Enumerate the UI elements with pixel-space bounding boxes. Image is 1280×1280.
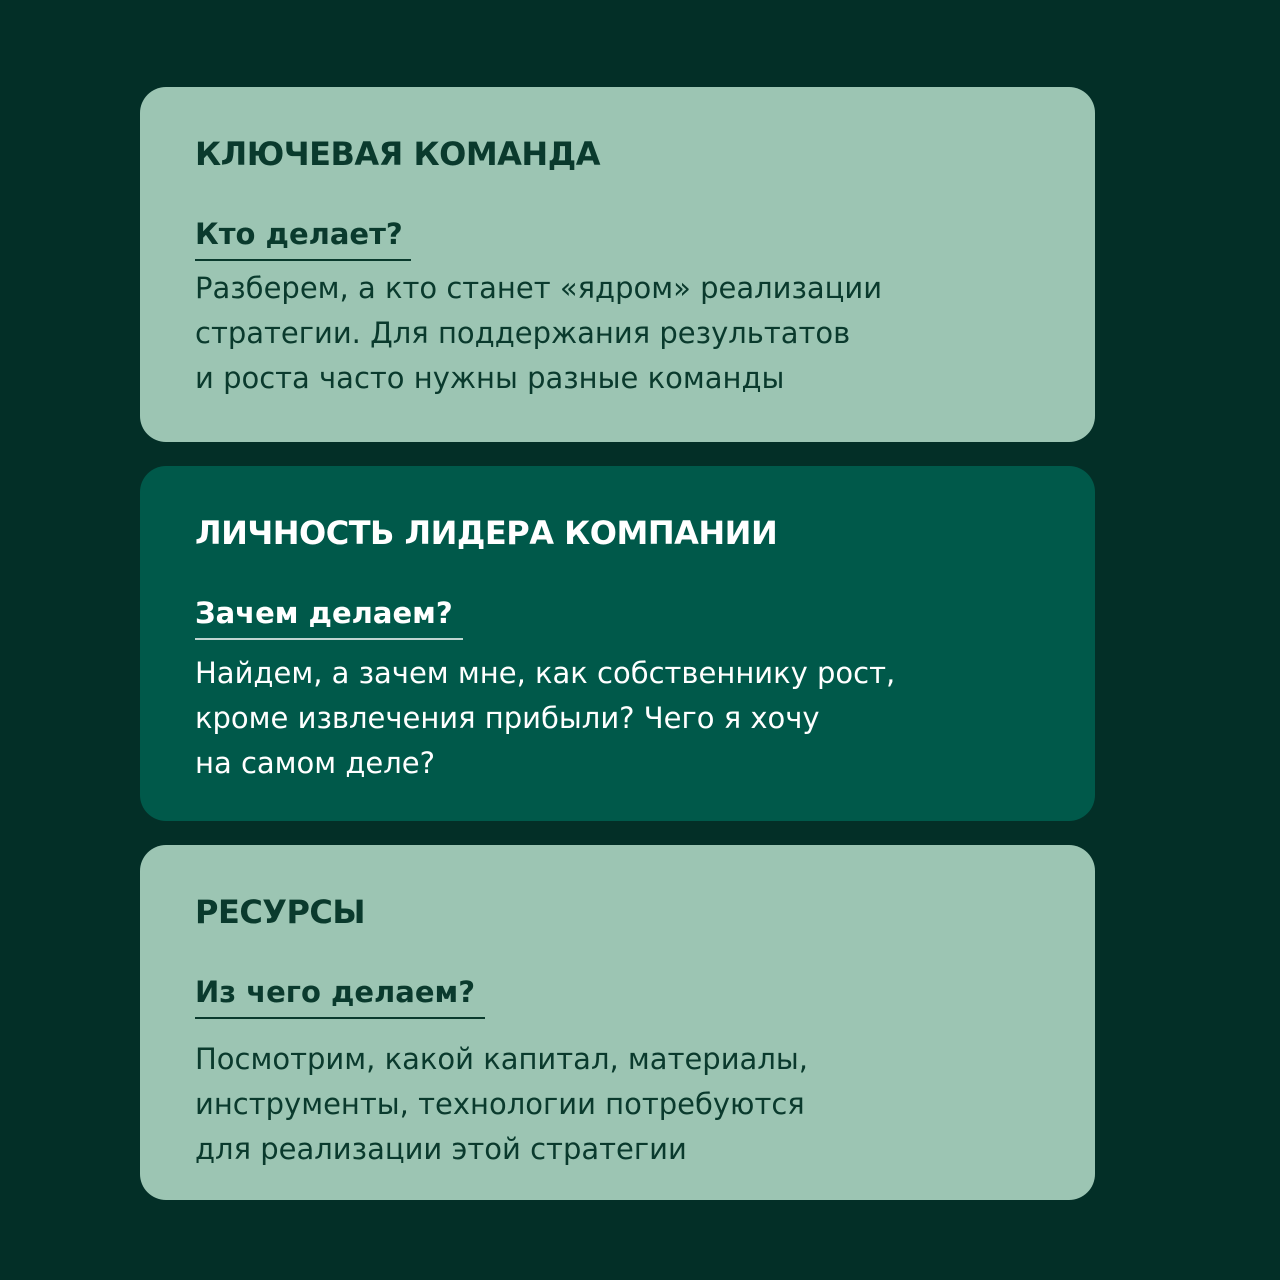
question-underline xyxy=(195,259,411,261)
card-title: ЛИЧНОСТЬ ЛИДЕРА КОМПАНИИ xyxy=(195,514,778,552)
body-line: Посмотрим, какой капитал, материалы, xyxy=(195,1042,808,1076)
body-line: кроме извлечения прибыли? Чего я хочу xyxy=(195,701,820,735)
body-line: Найдем, а зачем мне, как собственнику рост, xyxy=(195,656,896,690)
card-leader-personality xyxy=(140,466,1095,821)
card-question: Кто делает? xyxy=(195,217,403,251)
card-question: Из чего делаем? xyxy=(195,975,476,1009)
body-line: для реализации этой стратегии xyxy=(195,1132,687,1166)
card-resources xyxy=(140,845,1095,1200)
card-title: РЕСУРСЫ xyxy=(195,893,366,931)
body-line: стратегии. Для поддержания результатов xyxy=(195,316,851,350)
card-title: КЛЮЧЕВАЯ КОМАНДА xyxy=(195,135,600,173)
body-line: Разберем, а кто станет «ядром» реализации xyxy=(195,271,883,305)
card-body xyxy=(195,651,895,786)
body-line: на самом деле? xyxy=(195,746,436,780)
card-body xyxy=(195,1037,808,1172)
card-body xyxy=(195,266,882,401)
question-underline xyxy=(195,638,463,640)
body-line: и роста часто нужны разные команды xyxy=(195,361,785,395)
body-line: инструменты, технологии потребуются xyxy=(195,1087,805,1121)
card-key-team xyxy=(140,87,1095,442)
card-question: Зачем делаем? xyxy=(195,596,453,630)
question-underline xyxy=(195,1017,485,1019)
